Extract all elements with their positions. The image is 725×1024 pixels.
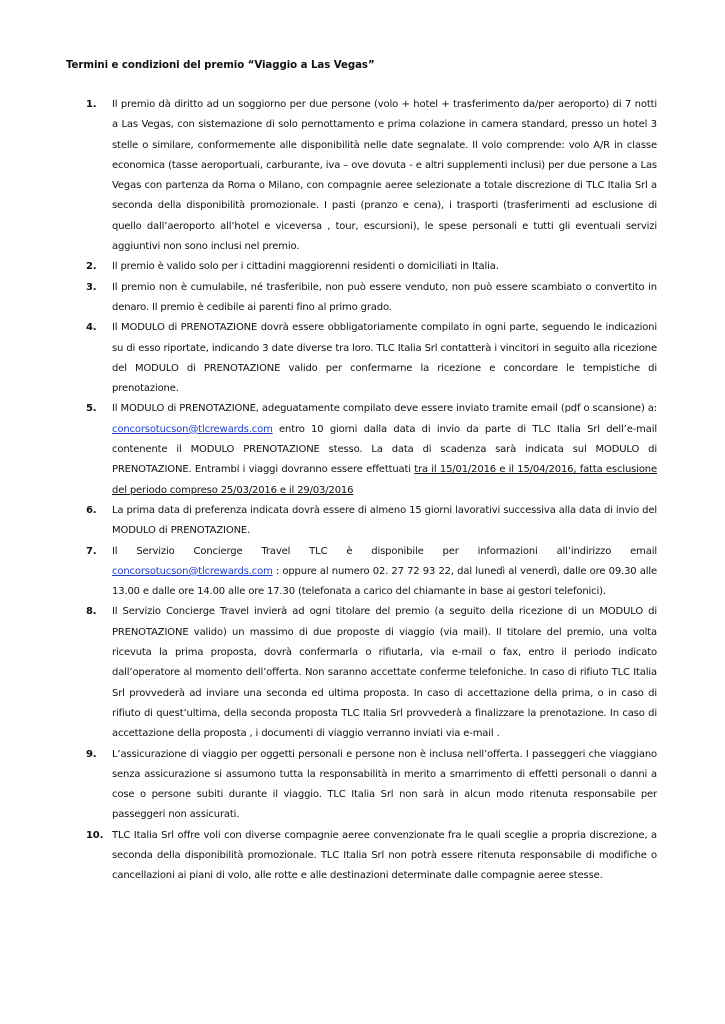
item-text: L’assicurazione di viaggio per oggetti personali e persone non è inclusa nell’offerta. I passeggeri che viaggiano senza assicurazione si assumono tutta la responsabilità in merito a smarrimento di effetti personali o danni a cose o persone subiti durante il viaggio. TLC Italia Srl non sarà in alcun modo ritenuta responsabile per passeggeri non assicurati.	[112, 748, 657, 821]
item-text-before: Il Servizio Concierge Travel TLC è disponibile per informazioni all’indirizzo email	[112, 545, 657, 557]
email-link[interactable]: concorsotucson@tlcrewards.com	[112, 565, 273, 577]
item-text	[112, 542, 657, 603]
list-item	[86, 399, 657, 500]
item-number: 10.	[86, 829, 104, 841]
item-text: TLC Italia Srl offre voli con diverse compagnie aeree convenzionate fra le quali sceglie a propria discrezione, a seconda della disponibilità promozionale. TLC Italia Srl non potrà essere ritenuta responsabile di modifiche o cancellazioni ai piani di volo, alle rotte e alle destinazioni determinate dalle compagnie aeree stesse.	[112, 829, 657, 882]
item-number: 2.	[86, 261, 97, 273]
item-text-after: : oppure al numero 02. 27 72 93 22, dal lunedì al venerdì, dalle ore 09.30 alle 13.00 e dalle ore 14.00 alle ore 17.30 (telefonata a carico del chiamante in base ai gestori telefonici).	[112, 565, 657, 598]
document-title: Termini e condizioni del premio “Viaggio a Las Vegas”	[66, 60, 375, 71]
item-number: 5.	[86, 403, 97, 415]
item-text	[112, 399, 657, 500]
list-item	[86, 318, 657, 399]
email-link[interactable]: concorsotucson@tlcrewards.com	[112, 423, 273, 435]
item-text-before: Il MODULO di PRENOTAZIONE, adeguatamente compilato deve essere inviato tramite email (pdf o scansione) a:	[112, 403, 657, 415]
item-text-middle: entro 10 giorni dalla data di invio da parte di TLC Italia Srl dell’e-mail contenente il MODULO PRENOTAZIONE stesso. La data di scadenza sarà indicata sul MODULO di PRENOTAZIONE. Entrambi i viaggi dovranno essere effettuati	[112, 423, 657, 476]
list-item	[86, 542, 657, 603]
item-number: 4.	[86, 322, 97, 334]
list-item	[86, 95, 657, 257]
terms-list	[0, 95, 725, 887]
item-text: La prima data di preferenza indicata dovrà essere di almeno 15 giorni lavorativi successiva alla data di invio del MODULO di PRENOTAZIONE.	[112, 504, 657, 537]
list-item	[86, 745, 657, 826]
item-number: 7.	[86, 545, 97, 557]
list-item	[86, 278, 657, 319]
period-underlined-text: tra il 15/01/2016 e il 15/04/2016, fatta esclusione del periodo compreso 25/03/2016 e il 29/03/2016	[112, 464, 657, 496]
item-text: Il Servizio Concierge Travel invierà ad ogni titolare del premio (a seguito della ricezione di un MODULO di PRENOTAZIONE valido) un massimo di due proposte di viaggio (via mail). Il titolare del premio, una volta ricevuta la prima proposta, dovrà confermarla o rifiutarla, via e-mail o fax, entro il periodo indicato dall’operatore al momento dell’offerta. Non saranno accettate conferme telefoniche. In caso di rifiuto TLC Italia Srl provvederà ad inviare una seconda ed ultima proposta. In caso di accettazione della prima, o in caso di rifiuto di quest’ultima, della seconda proposta TLC Italia Srl provvederà a finalizzare la prenotazione. In caso di accettazione della proposta , i documenti di viaggio verranno inviati via e-mail .	[112, 606, 657, 740]
item-number: 3.	[86, 281, 97, 293]
item-text: Il MODULO di PRENOTAZIONE dovrà essere obbligatoriamente compilato in ogni parte, seguendo le indicazioni su di esso riportate, indicando 3 date diverse tra loro. TLC Italia Srl contatterà i vincitori in seguito alla ricezione del MODULO di PRENOTAZIONE valido per confermarne la ricezione e concordare le tempistiche di prenotazione.	[112, 322, 657, 395]
item-number: 1.	[86, 99, 97, 110]
item-number: 6.	[86, 504, 97, 516]
list-item	[86, 501, 657, 542]
item-number: 9.	[86, 748, 97, 760]
item-text: Il premio non è cumulabile, né trasferibile, non può essere venduto, non può essere scambiato o convertito in denaro. Il premio è cedibile ai parenti fino al primo grado.	[112, 281, 657, 313]
list-item	[86, 602, 657, 744]
item-text: Il premio dà diritto ad un soggiorno per due persone (volo + hotel + trasferimento da/per aeroporto) di 7 notti a Las Vegas, con sistemazione di solo pernottamento e prima colazione in camera standard, presso un hotel 3 stelle o similare, conformemente alle disponibilità nelle date segnalate. Il volo comprende: volo A/R in classe economica (tasse aeroportuali, carburante, iva – ove dovuta - e altri supplementi inclusi) per due persone a Las Vegas con partenza da Roma o Milano, con compagnie aeree selezionate a totale discrezione di TLC Italia Srl a seconda della disponibilità promozionale. I pasti (pranzo e cena), i trasporti (trasferimenti ad esclusione di quello dall’aeroporto all’hotel e viceversa , tour, escursioni), le spese personali e tutti gli eventuali servizi aggiuntivi non sono inclusi nel premio.	[112, 99, 657, 253]
list-item	[86, 826, 657, 887]
item-number: 8.	[86, 606, 97, 618]
item-text: Il premio è valido solo per i cittadini maggiorenni residenti o domiciliati in Italia.	[112, 261, 499, 273]
list-item	[86, 257, 657, 277]
